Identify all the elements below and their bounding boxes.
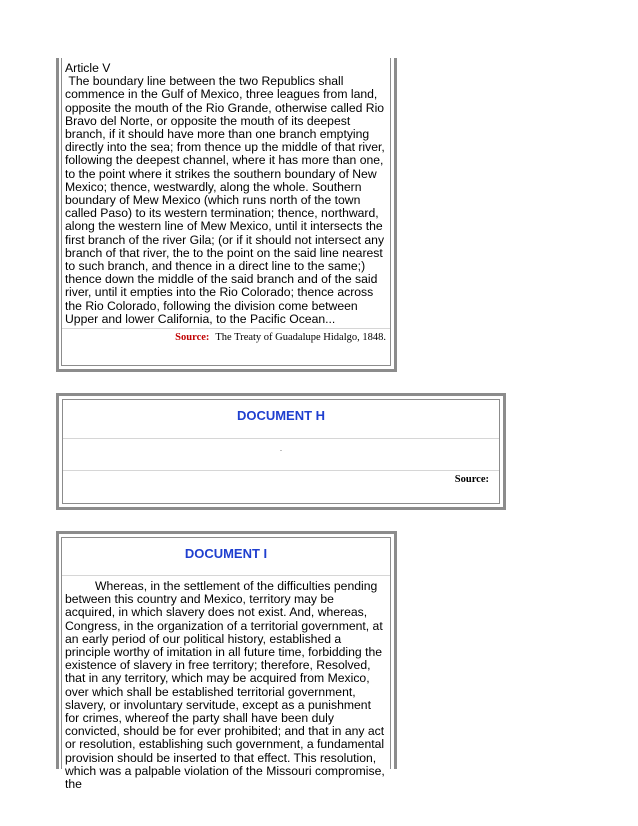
- document-g-inner: [61, 58, 391, 366]
- article-heading: Article V: [65, 61, 111, 75]
- document-h-title: DOCUMENT H: [63, 400, 499, 439]
- document-h-inner: [62, 399, 500, 504]
- document-h-body: .: [63, 439, 499, 471]
- document-i-body: Whereas, in the settlement of the difficulties pending between this country and Mexico, territory may be acquired, in which slavery does not exist. And, whereas, Congress, in the organization of a territorial government, at an early period of our political history, established a principle worthy of imitation in all future time, forbidding the existence of slavery in free territory; therefore, Resolved, that in any territory, which may be acquired from Mexico, over which shall be established territorial government, slavery, or involuntary servitude, except as a punishment for crimes, whereof the party shall have been duly convicted, should be for ever prohibited; and that in any act or resolution, establishing such government, a fundamental provision should be inserted to that effect. This resolution, which was a palpable violation of the Missouri compromise, the: [65, 579, 385, 792]
- document-g-source-row: [62, 329, 390, 363]
- source-citation: The Treaty of Guadalupe Hidalgo, 1848.: [215, 332, 386, 344]
- document-i-inner: [61, 537, 391, 792]
- document-g-text-cell: [62, 58, 390, 329]
- document-h-source-label: Source:: [454, 474, 489, 485]
- document-h-panel: [56, 393, 506, 510]
- document-g-panel: [56, 58, 397, 372]
- article-body: The boundary line between the two Republics shall commence in the Gulf of Mexico, three leagues from land, opposite the mouth of the Rio Grande, otherwise called Rio Bravo del Norte, or opposite the mouth of its deepest branch, if it should have more than one branch emptying directly into the sea; from thence up the middle of that river, following the deepest channel, where it has more than one, to the point where it strikes the southern boundary of New Mexico; thence, westwardly, along the whole. Southern boundary of Mew Mexico (which runs north of the town called Paso) to its western termination; thence, northward, along the western line of Mew Mexico, until it intersects the first branch of the river Gila; (or if it should not intersect any branch of that river, the to the point on the said line nearest to such branch, and thence in a direct line to the same;) thence down the middle of the said branch and of the said river, until it empties into the Rio Colorado; thence across the Rio Colorado, following the division come between Upper and lower California, to the Pacific Ocean...: [65, 74, 389, 326]
- document-i-title: DOCUMENT I: [62, 538, 390, 576]
- source-label: Source:: [175, 332, 210, 344]
- document-i-panel: [56, 531, 397, 792]
